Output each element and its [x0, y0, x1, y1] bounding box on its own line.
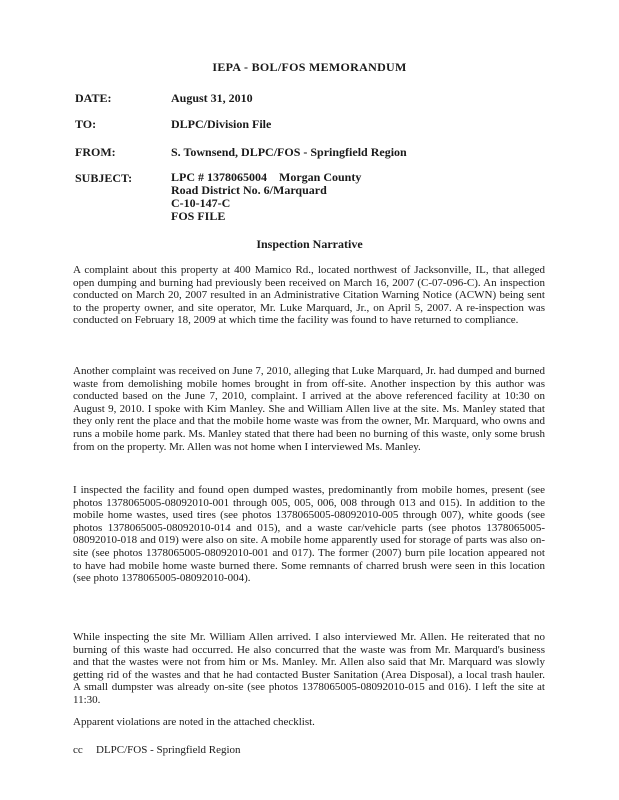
date-label: DATE: [75, 91, 112, 105]
to-label: TO: [75, 117, 97, 131]
subject-county: Morgan County [279, 170, 362, 184]
subject-line-3: C-10-147-C [171, 196, 231, 210]
narrative-paragraph-5: Apparent violations are noted in the attached checklist. [73, 716, 315, 728]
cc-line [73, 744, 241, 756]
narrative-paragraph-3: I inspected the facility and found open dumped wastes, predominantly from mobile homes, present (see photos 1378065005-08092010-001 through 005, 005, 006, 008 through 013 and 015). In addition to the mobile home wastes, used tires (see photos 1378065005-08092010-005 through 007), white goods (see photos 1378065005-08092010-014 and 015), and a waste car/vehicle parts (see photos 1378065005-08092010-018 and 019) were also on site. A mobile home apparently used for storage of parts was also on-site (see photos 1378065005-08092010-001 and 017). The former (2007) burn pile location appeared not to have had mobile home waste burned there. Some remnants of charred brush were seen in this location (see photo 1378065005-08092010-004). [73, 484, 545, 585]
narrative-paragraph-1: A complaint about this property at 400 Mamico Rd., located northwest of Jacksonville, IL, that alleged open dumping and burning had previously been received on March 16, 2007 (C-07-096-C). An inspection conducted on March 20, 2007 resulted in an Administrative Citation Warning Notice (ACWN) being sent to the property owner, and site operator, Mr. Luke Marquard, Jr., on April 5, 2007. A re-inspection was conducted on February 18, 2009 at which time the facility was found to have returned to compliance. [73, 264, 545, 327]
cc-label: cc [73, 744, 83, 756]
narrative-heading: Inspection Narrative [256, 237, 363, 251]
memo-title: IEPA - BOL/FOS MEMORANDUM [212, 60, 407, 74]
to-value: DLPC/Division File [171, 117, 272, 131]
from-label: FROM: [75, 145, 116, 159]
narrative-paragraph-2: Another complaint was received on June 7, 2010, alleging that Luke Marquard, Jr. had dumped and burned waste from demolishing mobile homes brought in from off-site. Another inspection by this author was conducted based on the June 7, 2010, complaint. I arrived at the above referenced facility at 10:30 on August 9, 2010. I spoke with Kim Manley. She and William Allen live at the site. Ms. Manley stated that they only rent the place and that the mobile home waste was from the owner, Mr. Marquard, who owns and runs a mobile home park. Ms. Manley stated that there had been no burning of this waste, only some brush from on the property. Mr. Allen was not home when I interviewed Ms. Manley. [73, 365, 545, 453]
subject-lpc: LPC # 1378065004 [171, 170, 267, 184]
from-value: S. Townsend, DLPC/FOS - Springfield Region [171, 145, 407, 159]
cc-value: DLPC/FOS - Springfield Region [96, 744, 241, 756]
subject-line-4: FOS FILE [171, 209, 226, 223]
date-value: August 31, 2010 [171, 91, 253, 105]
subject-label: SUBJECT: [75, 171, 133, 185]
narrative-paragraph-4: While inspecting the site Mr. William Allen arrived. I also interviewed Mr. Allen. He reiterated that no burning of this waste had occurred. He also concurred that the waste was from Mr. Marquard's business and that the wastes were not from him or Ms. Manley. Mr. Allen also said that Mr. Marquard was slowly getting rid of the wastes and that he had contacted Buster Sanitation (Area Disposal), a local trash hauler. A small dumpster was already on-site (see photos 1378065005-08092010-015 and 016). I left the site at 11:30. [73, 631, 545, 706]
subject-line-2: Road District No. 6/Marquard [171, 183, 327, 197]
subject-block [171, 171, 361, 223]
